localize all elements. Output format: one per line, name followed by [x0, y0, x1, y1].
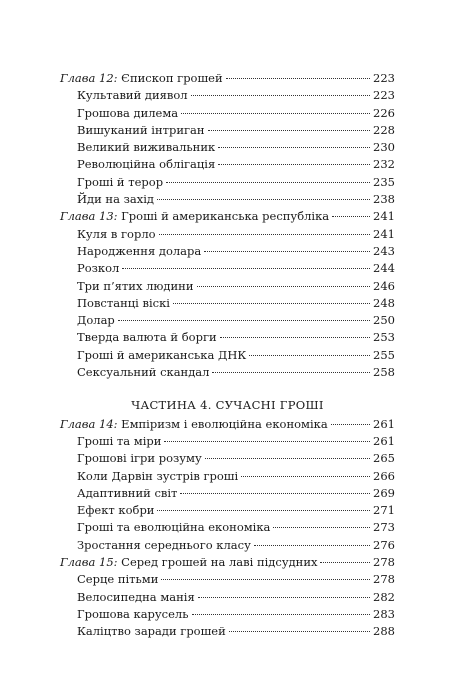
page-number: 266 — [373, 468, 395, 483]
chapter-13-heading — [60, 208, 395, 225]
chapter-title: Емпіризм і еволюційна економіка — [121, 416, 328, 431]
chapter-title: Єпископ грошей — [121, 71, 223, 85]
toc-entry — [60, 433, 395, 450]
entry-title: Вишуканий інтриган — [77, 122, 205, 137]
dot-leader — [208, 129, 371, 131]
dot-leader — [180, 492, 370, 494]
toc-entry — [60, 364, 395, 381]
part-heading: ЧАСТИНА 4. СУЧАСНІ ГРОШІ — [131, 398, 324, 413]
toc-entry — [60, 485, 395, 502]
page-number: 261 — [373, 433, 395, 448]
page-number: 278 — [373, 572, 395, 587]
chapter-label: Глава 15: — [60, 555, 118, 570]
dot-leader — [191, 94, 370, 96]
toc-entry — [60, 502, 395, 519]
page-number: 243 — [373, 243, 395, 258]
entry-title: Розкол — [77, 261, 120, 276]
dot-leader — [157, 509, 370, 511]
toc-entry — [60, 519, 395, 536]
page-number: 258 — [373, 365, 395, 380]
toc-entry — [60, 278, 395, 295]
page-number: 235 — [373, 174, 395, 189]
chapter-title: Серед грошей на лаві підсудних — [121, 555, 318, 570]
chapter-12-heading — [60, 70, 395, 87]
chapter-title: Гроші й американська республіка — [121, 209, 330, 224]
dot-leader — [164, 440, 370, 442]
entry-title: Гроші та міри — [77, 433, 162, 448]
page-number: 223 — [373, 88, 395, 103]
page-number: 253 — [373, 330, 395, 345]
entry-title: Повстанці віскі — [77, 295, 170, 310]
toc-entry — [60, 174, 395, 191]
entry-title: Грошова дилема — [77, 105, 179, 120]
page-number: 238 — [373, 192, 395, 207]
dot-leader — [218, 146, 370, 148]
entry-title: Великий виживальник — [77, 140, 216, 155]
page-number: 255 — [373, 347, 395, 362]
page-number: 244 — [373, 261, 395, 276]
toc-entry — [60, 295, 395, 312]
entry-title: Гроші й американська ДНК — [77, 347, 247, 362]
toc-entry — [60, 87, 395, 104]
dot-leader — [159, 233, 370, 235]
entry-title: Три п’ятих людини — [77, 278, 194, 293]
page-number: 241 — [373, 209, 395, 224]
entry-title: Сексуальний скандал — [77, 365, 210, 380]
page-number: 288 — [373, 624, 395, 639]
entry-title: Велосипедна манія — [77, 589, 195, 604]
dot-leader — [229, 630, 370, 632]
dot-leader — [220, 336, 370, 338]
dot-leader — [226, 77, 370, 79]
entry-title: Йди на захід — [77, 192, 154, 207]
page-number: 232 — [373, 157, 395, 172]
page-number: 271 — [373, 503, 395, 518]
entry-title: Гроші й терор — [77, 174, 164, 189]
chapter-15-heading — [60, 554, 395, 571]
dot-leader — [205, 457, 370, 459]
page-number: 269 — [373, 485, 395, 500]
toc-entry — [60, 260, 395, 277]
toc-entry — [60, 329, 395, 346]
toc-entry — [60, 105, 395, 122]
page-number: 246 — [373, 278, 395, 293]
page-number: 282 — [373, 589, 395, 604]
dot-leader — [204, 250, 370, 252]
dot-leader — [197, 285, 371, 287]
entry-title: Гроші та еволюційна економіка — [77, 520, 271, 535]
dot-leader — [218, 163, 370, 165]
entry-title: Тверда валюта й борги — [77, 330, 217, 345]
entry-title: Народження долара — [77, 243, 202, 258]
page-number: 248 — [373, 295, 395, 310]
entry-title: Каліцтво заради грошей — [77, 624, 226, 639]
dot-leader — [331, 423, 370, 425]
toc-entry — [60, 156, 395, 173]
dot-leader — [273, 526, 370, 528]
page-number: 278 — [373, 555, 395, 570]
page-number: 276 — [373, 537, 395, 552]
toc-entry — [60, 226, 395, 243]
toc-entry — [60, 312, 395, 329]
entry-title: Долар — [77, 313, 115, 328]
entry-title: Серце пітьми — [77, 572, 159, 587]
entry-title: Зростання середнього класу — [77, 537, 251, 552]
toc-entry — [60, 347, 395, 364]
entry-title: Ефект кобри — [77, 503, 155, 518]
page-number: 226 — [373, 105, 395, 120]
dot-leader — [332, 215, 370, 217]
chapter-14-heading — [60, 416, 395, 433]
dot-leader — [320, 561, 370, 563]
page-number: 250 — [373, 313, 395, 328]
toc-entry — [60, 606, 395, 623]
toc-entry — [60, 623, 395, 640]
page-number: 273 — [373, 520, 395, 535]
dot-leader — [254, 544, 370, 546]
page-number: 283 — [373, 606, 395, 621]
entry-title: Грошова карусель — [77, 606, 189, 621]
chapter-label: Глава 12: — [60, 71, 118, 85]
dot-leader — [192, 613, 371, 615]
entry-title: Грошові ігри розуму — [77, 451, 202, 466]
page-number: 230 — [373, 140, 395, 155]
entry-title: Адаптивний світ — [77, 485, 178, 500]
chapter-label: Глава 14: — [60, 416, 118, 431]
toc-entry — [60, 243, 395, 260]
page-number: 261 — [373, 416, 395, 431]
toc-entry — [60, 139, 395, 156]
dot-leader — [122, 267, 370, 269]
dot-leader — [157, 198, 370, 200]
toc-entry — [60, 191, 395, 208]
dot-leader — [181, 112, 370, 114]
dot-leader — [212, 371, 370, 373]
dot-leader — [198, 596, 370, 598]
page-number: 241 — [373, 226, 395, 241]
entry-title: Коли Дарвін зустрів гроші — [77, 468, 239, 483]
chapter-label: Глава 13: — [60, 209, 118, 224]
toc-entry — [60, 571, 395, 588]
dot-leader — [173, 302, 370, 304]
dot-leader — [249, 354, 370, 356]
toc-entry — [60, 468, 395, 485]
toc-entry — [60, 122, 395, 139]
page-number: 223 — [373, 71, 395, 85]
toc-entry — [60, 450, 395, 467]
page-number: 265 — [373, 451, 395, 466]
page-number: 228 — [373, 122, 395, 137]
entry-title: Культавий диявол — [77, 88, 188, 103]
toc-entry — [60, 589, 395, 606]
dot-leader — [161, 578, 370, 580]
dot-leader — [166, 181, 370, 183]
entry-title: Революційна облігація — [77, 157, 216, 172]
dot-leader — [118, 319, 370, 321]
table-of-contents — [60, 70, 395, 641]
toc-entry — [60, 537, 395, 554]
entry-title: Куля в горло — [77, 226, 156, 241]
dot-leader — [241, 475, 370, 477]
